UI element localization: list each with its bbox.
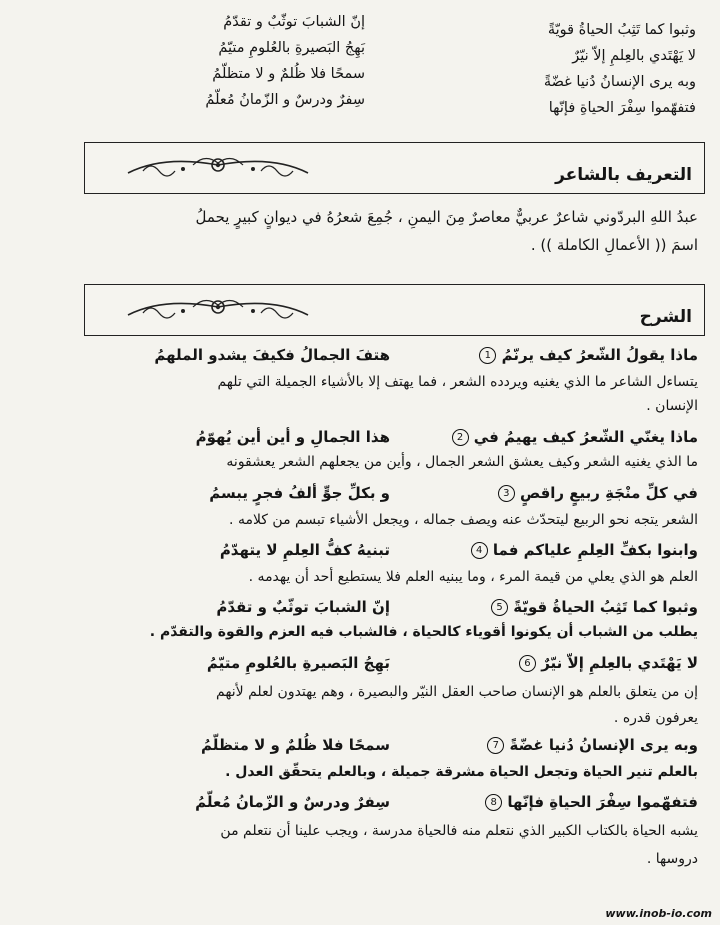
verse-second-hemistich: هذا الجمالِ و أين أين يُهوّمُ xyxy=(195,428,390,446)
verse-second-hemistich: إنّ الشبابَ توثّبٌ و تقدّمُ xyxy=(216,598,390,616)
verse-text: فتفهّموا سِفْرَ الحياةِ فإنّها xyxy=(507,793,698,811)
verse-first-hemistich xyxy=(487,736,698,754)
verse-first-hemistich xyxy=(452,428,698,446)
item-number-icon: 1 xyxy=(479,347,496,364)
explanation-line: الشعر يتجه نحو الربيع ليتحدّث عنه ويصف جماله ، ويجعل الأشياء تبسم من كلامه . xyxy=(229,512,698,528)
verse-second-hemistich: و بكلِّ جوٍّ ألفُ فجرٍ يبسمُ xyxy=(209,484,390,502)
verse-line: لا يَهْتَدي بالعِلمِ إلاّ نيّرٌ xyxy=(572,48,696,64)
verse-first-hemistich xyxy=(485,793,698,811)
item-number-icon: 7 xyxy=(487,737,504,754)
explanation-line: يتساءل الشاعر ما الذي يغنيه ويردده الشعر ، فما يهتف إلا بالأشياء الجميلة التي تلهم xyxy=(217,374,698,390)
verse-text: وبه يرى الإنسانُ دُنيا غضّةً xyxy=(509,736,698,754)
item-number-icon: 6 xyxy=(519,655,536,672)
explanation-line: يعرفون قدره . xyxy=(613,710,698,726)
explanation-line: العلم هو الذي يعلي من قيمة المرء ، وما يبنيه العلم فلا يستطيع أحد أن يهدمه . xyxy=(248,569,698,585)
ornament-icon xyxy=(123,293,313,325)
verse-first-hemistich xyxy=(498,484,698,502)
verse-second-hemistich: هتفَ الجمالُ فكيفَ يشدو الملهمُ xyxy=(154,346,390,364)
verse-first-hemistich xyxy=(479,346,698,364)
verse-line: وبه يرى الإنسانُ دُنيا غضّةً xyxy=(543,74,696,90)
verse-line: وثبوا كما تَثِبُ الحياةُ قويّةً xyxy=(547,22,696,38)
verse-line: بَهِجُ البَصيرةِ بالعُلومِ متيّمُ xyxy=(218,40,365,56)
item-number-icon: 4 xyxy=(471,542,488,559)
verse-line: سمحًا فلا ظُلمٌ و لا متظلّمُ xyxy=(212,66,365,82)
verse-first-hemistich xyxy=(519,654,698,672)
verse-text: لا يَهْتَدي بالعِلمِ إلاّ نيّرٌ xyxy=(541,654,698,672)
ornament-icon xyxy=(123,151,313,183)
explanation-line: الإنسان . xyxy=(646,398,698,414)
poet-intro-line: عبدُ اللهِ البردّوني شاعرٌ عربيٌّ معاصرٌ مِنَ اليمنِ ، جُمِعَ شعرُهُ في ديوانٍ كبيرٍ يحملُ xyxy=(195,208,698,226)
verse-text: ماذا يغنّي الشّعرُ كيف يهيمُ في xyxy=(473,428,698,446)
verse-line: فتفهّموا سِفْرَ الحياةِ فإنّها xyxy=(548,100,696,116)
section-title: التعريف بالشاعر xyxy=(555,165,692,185)
verse-line: سِفرٌ ودرسٌ و الزّمانُ مُعلّمُ xyxy=(205,92,365,108)
item-number-icon: 8 xyxy=(485,794,502,811)
section-header-poet xyxy=(84,142,705,194)
item-number-icon: 2 xyxy=(452,429,469,446)
explanation-line: ما الذي يغنيه الشعر وكيف يعشق الشعر الجمال ، وأين من يجعلهم الشعر يعشقونه xyxy=(226,454,698,470)
footer-url: www.inob-io.com xyxy=(605,907,712,920)
explanation-line: يشبه الحياة بالكتاب الكبير الذي نتعلم منه فالحياة مدرسة ، ويجب علينا أن نتعلم من xyxy=(220,823,698,839)
explanation-line: إن من يتعلق بالعلم هو الإنسان صاحب العقل النيّر والبصيرة ، وهم يهتدون لعلم لأنهم xyxy=(216,684,698,700)
item-number-icon: 3 xyxy=(498,485,515,502)
verse-line: إنّ الشبابَ توثّبٌ و تقدّمُ xyxy=(223,14,365,30)
item-number-icon: 5 xyxy=(491,599,508,616)
explanation-line: بالعلم تنير الحياة وتجعل الحياة مشرقة جميلة ، وبالعلم يتحقّق العدل . xyxy=(225,764,698,780)
verse-text: ماذا يقولُ الشّعرُ كيف يرنّمُ xyxy=(501,346,698,364)
section-title: الشرح xyxy=(639,307,692,327)
verse-second-hemistich: سمحًا فلا ظُلمٌ و لا متظلّمُ xyxy=(201,736,390,754)
verse-text: في كلِّ منْجَةِ ربيعٍ راقصٍ xyxy=(519,484,698,502)
verse-text: وابنوا بكفِّ العِلمِ علياكم فما xyxy=(492,541,698,559)
section-header-explanation xyxy=(84,284,705,336)
verse-first-hemistich xyxy=(471,541,698,559)
verse-second-hemistich: بَهِجُ البَصيرةِ بالعُلومِ متيّمُ xyxy=(206,654,390,672)
verse-text: وثبوا كما تَثِبُ الحياةُ قويّةً xyxy=(513,598,698,616)
verse-first-hemistich xyxy=(491,598,698,616)
explanation-line: يطلب من الشباب أن يكونوا أقوياء كالحياة ، فالشباب فيه العزم والقوة والتقدّم . xyxy=(149,624,698,640)
explanation-line: دروسها . xyxy=(646,851,698,867)
poet-intro-line: اسمَ (( الأعمالِ الكاملة )) . xyxy=(530,236,698,254)
verse-second-hemistich: تبنيهُ كفُّ العِلمِ لا يتهدّمُ xyxy=(219,541,390,559)
verse-second-hemistich: سِفرٌ ودرسٌ و الزّمانُ مُعلّمُ xyxy=(195,793,390,811)
